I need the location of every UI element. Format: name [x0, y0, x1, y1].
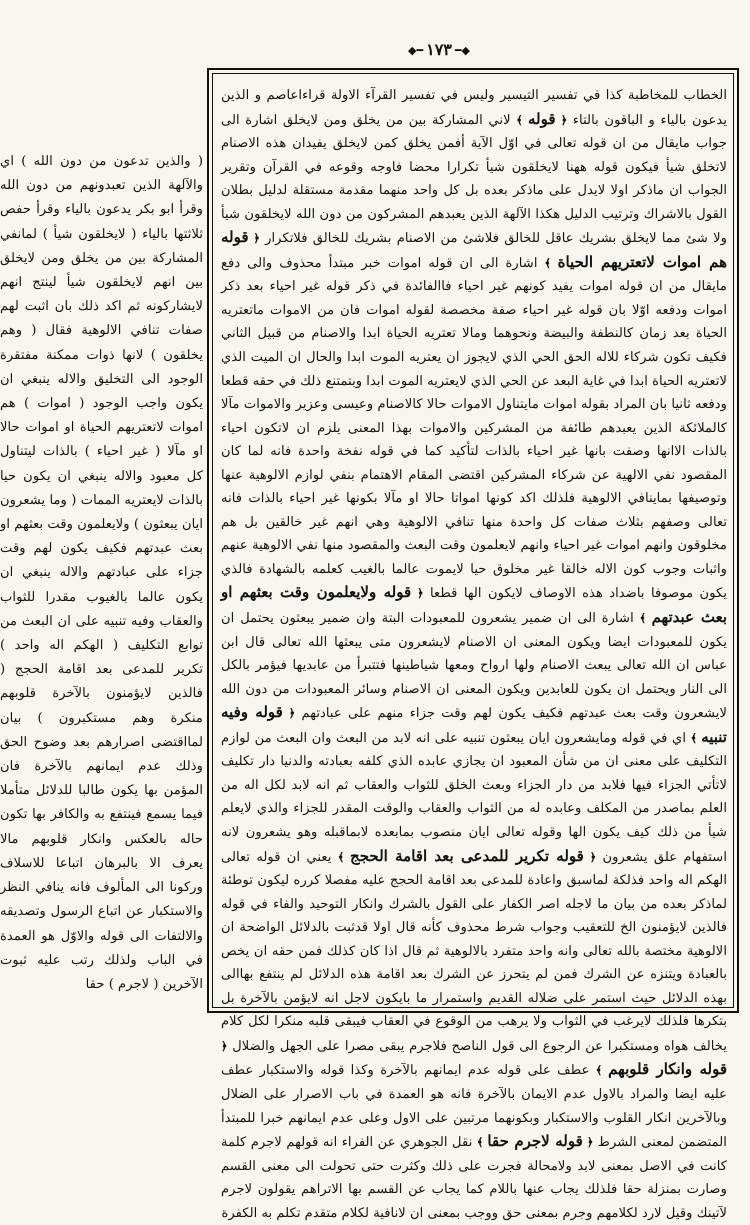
main-commentary-text [221, 84, 727, 1225]
lemma-heading: ﴿ قوله ﴾ [516, 110, 567, 128]
commentary-run: يعني ان قوله تعالى الهكم اله واحد فذلكة لماسبق واعادة للمدعى بعد اقامة الحجج عليه مفصلا كرره ليكون توطئة لماذكر بعده من بيان ما لاجله اصر الكفار على القول بالشرك وانكار التوحيد والفاء في قوله فالذين لايؤمنون الخ للتعقيب وجواب شرط محذوف كأنه قال اولا قدثبت بالدلائل الواضحة ان الالوهية مختصة بالله تعالى وانه واحد متفرد بالالوهية ثم قال اذا كان كذلك فمن حقه ان يخص بالعبادة ويتنزه عن الشرك فمن لم يتحرز عن الشرك بعد اقامة هذه الدلائل لم ينتفع بهاالى بهذه الدلائل حيث استمر على ضلاله القديم واستمرار ما بايكون لاجل انه لايؤمن بالآخرة بل بتكرها فلذلك لايرغب في الثواب ولا يرهب من الوقوع في العقاب فيبقى قلبه منكرا لكل كلام يخالف هواه ومستكبرا عن الرجوع الى قول الناصح فلاجرم يبقى مصرا على الجهل والضلال [221, 849, 727, 1054]
lemma-heading: ﴿ قوله وفيه تنبيه ﴾ [221, 703, 727, 746]
commentary-run: اشارة الى ان قوله اموات خبر مبتدأ محذوف والى دفع مايقال من ان قوله اموات يفيد كونهم غير احياء فاالفائدة في ذكر قوله غير احياء بعد ذكر اموات ودفعه اوّلا بان قوله غير احياء صفة مخصصة لقوله اموات فان من الاموات ماتعتريه الحياة بعد زمان كالنطفة والبيضة ونحوهما ومالا تعتريه الحياة ابدا والاصنام من قبيل الثاني فكيف تكون شركاء للاله الحق الحي الذي لايجوز ان يعتريه الموت ابدا والحال ان الميت الذي لاتعتريه الحياة ابدا في غاية البعد عن الحي الذي لايعتريه الموت ابدا وبتمتنع ذلك في حقه قطعا ودفعه ثانيا بان المراد بقوله اموات مايتناول الاموات حالا كالاصنام وعيسى وعزير والاموات مآلا كالملائكة الذين يعبدهم طائفة من المشركين والاموات بهذا المعنى يلزم ان لاتكون احياء بالذات الاانها وصفت بانها غير احياء بالذات لتأكيد كما في قوله نفخة واحدة فانه لما كان المقصود نفي الالهية عن شركاء المشركين اقتضى المقام الاهتمام بنفي لوازم الالوهية عنها وتوصيفها بماينافي الالوهية فلذلك اكد كونها امواتا حالا او مآلا بكونها غير احياء بالذات فانه تعالى وصفهم بثلاث صفات كل واحدة منها تنافي الالوهية وهي انهم غير خالقين بل هم مخلوقون وانهم اموات غير احياء وانهم لايعلمون وقت البعث والمقصود منها نفي الالوهية عنهم واثبات وجوب كون الاله خالقا غير مخلوق حيا لايموت عالما بالغيب كعلمه بالشهادة فالذي يكون موصوفا باضداد هذه الاوصاف لايكون الها قطعا [221, 255, 727, 602]
lemma-heading: ﴿ قوله هم اموات لاتعتريهم الحياة ﴾ [221, 228, 727, 271]
commentary-run: الخطاب للمخاطبة كذا في تفسير التيسير وليس في تفسير القرآء الاولة قراءاعاصم و الذين يدعون بالياء و الباقون بالتاء [221, 88, 727, 128]
page-number: ◆━ ١٧٣ ━◆ [405, 40, 473, 59]
lemma-heading: ﴿ قوله تكرير للمدعى بعد اقامة الحجج ﴾ [338, 847, 597, 865]
lemma-heading: ﴿ قوله ولايعلمون وقت بعثهم او بعث عبدتهم ﴾ [221, 583, 727, 626]
lemma-heading: ﴿ قوله وانكار قلوبهم ﴾ [221, 1036, 727, 1079]
main-commentary-frame [207, 68, 739, 1221]
commentary-run: نقل الجوهري عن الفراء انه قولهم لاجرم كلمة كانت في الاصل بمعنى لابد ولامحالة فجرت على ذلك وكثرت حتى تحولت الى معنى القسم وصارت بمنزلة حقا فلذلك يجاب عنها باللام كما يجاب عن القسم بها الاتراهم يقولون لاجرم لآتينك وقيل لارد لكلامهم وجرم بمعنى حق ووجب بمعنى ان لانافية لكلام متقدم تكلم به الكفرة [221, 1135, 727, 1221]
commentary-run: اشارة الى ان ضمير يشعرون للمعبودات البتة وان ضمير يبعثون يحتمل ان يكون للمعبودات ايضا ويكون المعنى ان الاصنام لايشعرون متى يبعثها الله تعالى قال ابن عباس ان الله تعالى يبعث الاصنام ولها ارواح ومعها شياطينها فتتبرأ من عابديها فيؤمر بالكل الى النار ويحتمل ان يكون للعابدين ويكون المعنى ان الاصنام وسائر المعبودات من دون الله لايشعرون وقت بعث عبدتهم فكيف يكون لهم وقت جزاء منهم على عبادتهم [221, 611, 727, 722]
main-paragraph [221, 84, 727, 1225]
commentary-run: ( والذين تدعون من دون الله ) اي والآلهة الذين تعبدونهم من دون الله وقرأ ابو بكر يدعون بالياء وقرأ حفص ثلاثتها بالياء ( لايخلقون شيأ ) لمانفي المشاركة بين من يخلق ومن لايخلق بين انهم لايخلقون شيأ لينتج انهم لايشاركونه ثم اكد ذلك بان اثبت لهم صفات تنافي الالوهية فقال ( وهم يخلقون ) لانها ذوات ممكنة مفتقرة الوجود الى التخليق والاله ينبغي ان يكون واجب الوجود ( اموات ) هم اموات لاتعتريهم الحياة او اموات حالا او مآلا ( غير احياء ) بالذات ليتناول كل معبود والاله ينبغي ان يكون حيا بالذات لايعتريه الممات ( وما يشعرون ايان يبعثون ) ولايعلمون وقت بعثهم او بعث عبدتهم فكيف يكون لهم وقت جزاء على عبادتهم والاله ينبغي ان يكون عالما بالغيوب مقدرا للثواب والعقاب وفيه تنبيه على ان البعث من توابع التكليف ( الهكم اله واحد ) تكرير للمدعى بعد اقامة الحجج ( فالذين لايؤمنون بالآخرة قلوبهم منكرة وهم مستكبرون ) بيان لمااقتضى اصرارهم بعد وضوح الحق وذلك عدم ايمانهم بالآخرة فان المؤمن بها يكون طالبا للدلائل متأملا فيما يسمع فينتفع به والكافر بها تكون حاله بالعكس وانكار قلوبهم مالا يعرف الا بالبرهان اتباعا للاسلاف وركونا الى المألوف فانه ينافي النظر والاستكبار عن اتباع الرسول وتصديقه والالتفات الى قوله والاوّل هو العمدة في الباب ولذلك رتب عليه ثبوت الآخرين ( لاجرم ) حقا [0, 154, 203, 992]
commentary-run: عطف على قوله عدم ايمانهم بالآخرة وكذا قوله والاستكبار عطف عليه ايضا والمراد بالاول عدم الايمان بالآخرة فانه هو العمدة في باب الاصرار على الضلال وبالآخرين انكار القلوب والاستكبار وبكونهما مرتبين على الاول وعلى عدم ايمانهم خبرا للمبتدأ المتضمن لمعنى الشرط [221, 1063, 727, 1151]
commentary-run: اي في قوله ومايشعرون ايان يبعثون تنبيه على انه لابد من البعث وان البعث من لوازم التكليف على معنى ان من شأن المعبود ان يجازي عابده الذي كلفه بعبادته والدنيا دار تكليف لاتأتي الجزاء فيها فلابد من دار الجزاء وبعث الخلق للثواب والعقاب ثم انه لابد لكل اله من العلم بماصدر من المكلف وعابده له من الثواب والعقاب والوقت المقدر للجزاء والذي لايعلم شيأ من ذلك كيف يكون الها وقوله تعالى ايان منصوب بمابعده لابماقبله وهو يشعرون لانه استفهام علق يشعرون [221, 730, 727, 865]
commentary-run: لاني المشاركة بين من يخلق ومن لايخلق اشارة الى جواب مايقال من ان قوله تعالى في اوّل الآية أفمن يخلق كمن لايخلق يفيدان هذه الاصنام لاتخلق شيأ فيكون قوله ههنا لايخلقون شيأ تكرارا محضا فاوجه وقوعه في القرآن وتقرير الجواب ان ماذكر اولا لايدل على ماذكر بعده بل كل واحد منهما مقدمة مستقلة لدليل بطلان القول بالاشراك وترتيب الدليل هكذا الآلهة الذين يعبدهم المشركون من دون الله لايخلقون شيأ ولا شئ مما لايخلق بشريك عاقل للخالق فلاشئ من الاصنام بشريك للخالق فلاتكرار [221, 112, 727, 247]
margin-paragraph [0, 150, 203, 997]
margin-tafsir-text [0, 150, 203, 997]
lemma-heading: ﴿ قوله لاجرم حقا ﴾ [477, 1132, 593, 1150]
